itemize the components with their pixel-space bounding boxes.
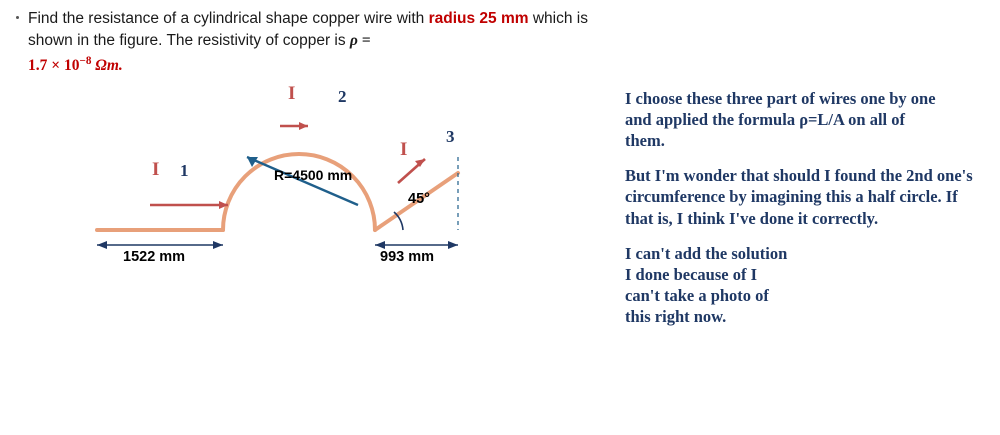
- bullet-dot: [16, 16, 19, 19]
- radius-label: R=4500 mm: [274, 167, 353, 183]
- wire-segment-2-arc: [223, 154, 375, 230]
- rho-symbol: ρ: [349, 32, 358, 50]
- segment-number-3: 3: [446, 127, 455, 146]
- dimension-left-arrow-end: [213, 241, 223, 249]
- equals-symbol: =: [357, 32, 371, 50]
- segment-number-2: 2: [338, 87, 347, 106]
- angle-label: 45°: [408, 191, 430, 207]
- commentary-paragraph-2: But I'm wonder that should I found the 2nd one's circumference by imagining this a half circle. If that is, I think I've done it correctly.: [625, 166, 973, 228]
- current-label-1: I: [152, 159, 160, 180]
- resistivity-units: Ωm.: [95, 57, 123, 75]
- dimension-right-arrow-start: [375, 241, 385, 249]
- resistivity-exponent: −8: [79, 54, 92, 67]
- problem-statement: [28, 8, 588, 78]
- wire-figure: [80, 85, 580, 275]
- resistivity-value: 1.7 × 10: [28, 57, 80, 75]
- dimension-left-arrow-start: [97, 241, 107, 249]
- segment-number-1: 1: [180, 161, 189, 180]
- problem-text-part1: Find the resistance of a cylindrical shape copper wire with: [28, 10, 429, 27]
- length-right-label: 993 mm: [380, 249, 435, 265]
- commentary-paragraph-1: I choose these three part of wires one by one and applied the formula ρ=L/A on all of them.: [625, 89, 936, 151]
- length-left-label: 1522 mm: [123, 249, 186, 265]
- problem-text-part2: which is shown in the figure. The resistivity of copper is: [28, 10, 588, 50]
- current-label-2: I: [288, 83, 296, 104]
- commentary-block: [625, 88, 985, 341]
- commentary-paragraph-3: I can't add the solution I done because of I can't take a photo of this right now.: [625, 243, 788, 326]
- dimension-right-arrow-end: [448, 241, 458, 249]
- current-label-3: I: [400, 139, 408, 160]
- problem-radius-highlight: radius 25 mm: [428, 10, 529, 27]
- current-arrow-2-head: [299, 122, 308, 130]
